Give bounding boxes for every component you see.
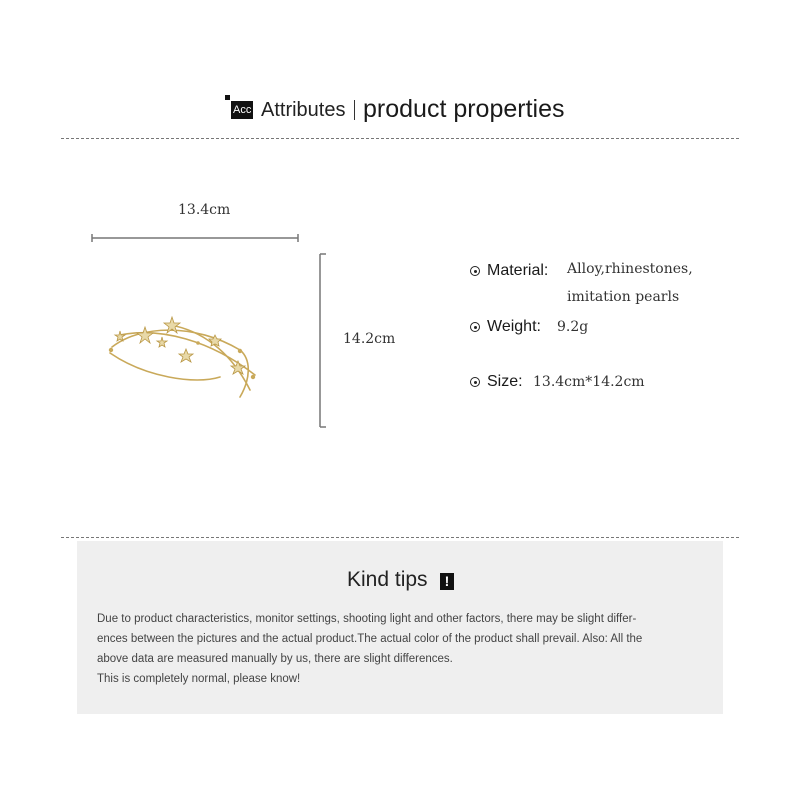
- tips-line-4: This is completely normal, please know!: [97, 673, 301, 685]
- kind-tips-title: Kind tips: [347, 568, 428, 591]
- width-dimension-bracket: [88, 232, 304, 244]
- size-bullet-icon: [470, 377, 480, 387]
- height-dimension-label: 14.2cm: [343, 331, 396, 347]
- spec-size-value: 13.4cm*14.2cm: [533, 374, 645, 390]
- divider-middle: [61, 537, 739, 538]
- height-dimension-bracket: [314, 250, 328, 432]
- tips-line-2: ences between the pictures and the actual product.The actual color of the product shall prevail. Also: All the: [97, 633, 643, 645]
- spec-weight-key: Weight:: [487, 318, 541, 335]
- spec-material-key: Material:: [487, 262, 549, 279]
- spec-size-key: Size:: [487, 373, 523, 390]
- divider-top: [61, 138, 739, 139]
- width-dimension-label: 13.4cm: [178, 202, 231, 218]
- spec-weight-value: 9.2g: [557, 319, 589, 335]
- tips-line-3: above data are measured manually by us, there are slight differences.: [97, 653, 453, 665]
- page-title: product properties: [363, 95, 565, 123]
- kind-tips-panel: [77, 541, 723, 714]
- header-attributes-label: Attributes: [261, 99, 346, 121]
- tips-line-1: Due to product characteristics, monitor settings, shooting light and other factors, there may be slight differ-: [97, 613, 637, 625]
- weight-bullet-icon: [470, 322, 480, 332]
- material-bullet-icon: [470, 266, 480, 276]
- header-badge: Acc: [231, 101, 253, 119]
- spec-material-value-line2: imitation pearls: [567, 289, 680, 305]
- header-separator: [354, 100, 355, 120]
- product-image-star-headband: [100, 305, 270, 405]
- header-dot: [225, 95, 230, 100]
- exclamation-icon: !: [440, 573, 454, 590]
- spec-material-value-line1: Alloy,rhinestones,: [567, 261, 693, 277]
